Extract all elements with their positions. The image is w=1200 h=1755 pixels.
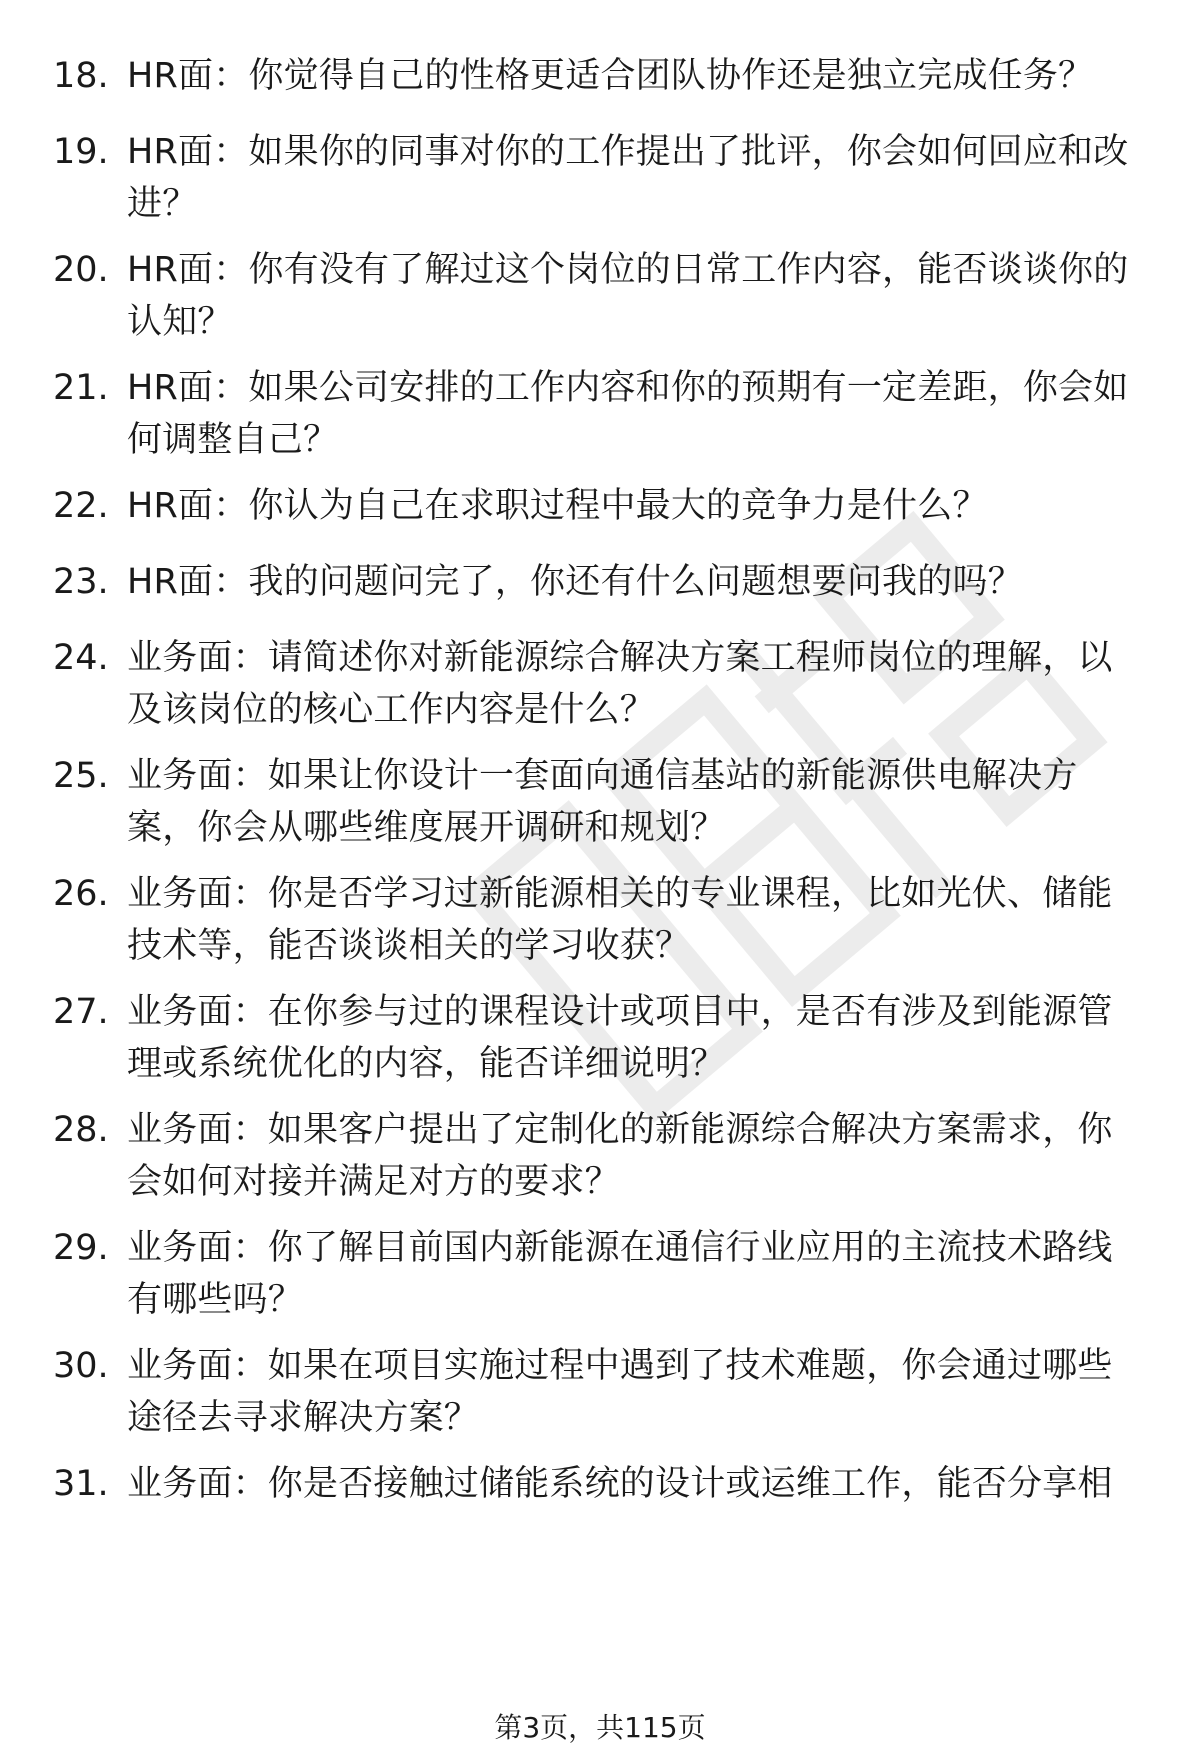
question-text bbox=[127, 128, 1157, 228]
question-number: 30. bbox=[53, 1346, 109, 1386]
question-line: 业务面：请简述你对新能源综合解决方案工程师岗位的理解，以 bbox=[127, 638, 1113, 678]
question-text bbox=[127, 364, 1157, 464]
question-line: HR面：你有没有了解过这个岗位的日常工作内容，能否谈谈你的 bbox=[127, 250, 1129, 290]
question-line: 认知？ bbox=[127, 302, 233, 342]
question-line: 业务面：你了解目前国内新能源在通信行业应用的主流技术路线 bbox=[127, 1228, 1113, 1268]
question-line: 业务面：如果客户提出了定制化的新能源综合解决方案需求，你 bbox=[127, 1110, 1113, 1150]
question-text bbox=[127, 752, 1157, 852]
question-line: 业务面：在你参与过的课程设计或项目中，是否有涉及到能源管 bbox=[127, 992, 1113, 1032]
question-text bbox=[127, 1460, 1157, 1508]
question-text bbox=[127, 558, 1157, 606]
question-text bbox=[127, 1342, 1157, 1442]
question-line: HR面：如果你的同事对你的工作提出了批评，你会如何回应和改 bbox=[127, 132, 1129, 172]
question-line: 何调整自己？ bbox=[127, 420, 339, 460]
question-text bbox=[127, 870, 1157, 970]
question-number: 31. bbox=[53, 1464, 109, 1504]
question-text bbox=[127, 1224, 1157, 1324]
question-number: 28. bbox=[53, 1110, 109, 1150]
question-number: 23. bbox=[53, 562, 109, 602]
question-text bbox=[127, 52, 1157, 100]
question-number: 21. bbox=[53, 368, 109, 408]
question-line: 案，你会从哪些维度展开调研和规划？ bbox=[127, 808, 726, 848]
question-line: 会如何对接并满足对方的要求？ bbox=[127, 1162, 620, 1202]
question-line: 途径去寻求解决方案？ bbox=[127, 1398, 480, 1438]
page-number-footer: 第3页，共115页 bbox=[494, 1711, 706, 1744]
question-text bbox=[127, 1106, 1157, 1206]
question-number: 19. bbox=[53, 132, 109, 172]
question-number: 29. bbox=[53, 1228, 109, 1268]
question-line: HR面：你认为自己在求职过程中最大的竞争力是什么？ bbox=[127, 486, 988, 526]
question-line: HR面：你觉得自己的性格更适合团队协作还是独立完成任务？ bbox=[127, 56, 1094, 96]
question-line: HR面：我的问题问完了，你还有什么问题想要问我的吗？ bbox=[127, 562, 1023, 602]
question-line: 业务面：你是否接触过储能系统的设计或运维工作，能否分享相 bbox=[127, 1464, 1113, 1504]
question-number: 20. bbox=[53, 250, 109, 290]
question-text bbox=[127, 246, 1157, 346]
question-line: 有哪些吗？ bbox=[127, 1280, 304, 1320]
question-number: 24. bbox=[53, 638, 109, 678]
question-line: HR面：如果公司安排的工作内容和你的预期有一定差距，你会如 bbox=[127, 368, 1129, 408]
question-line: 理或系统优化的内容，能否详细说明？ bbox=[127, 1044, 726, 1084]
question-line: 及该岗位的核心工作内容是什么？ bbox=[127, 690, 656, 730]
question-number: 26. bbox=[53, 874, 109, 914]
question-line: 技术等，能否谈谈相关的学习收获？ bbox=[127, 926, 691, 966]
question-number: 25. bbox=[53, 756, 109, 796]
question-number: 27. bbox=[53, 992, 109, 1032]
question-line: 业务面：如果让你设计一套面向通信基站的新能源供电解决方 bbox=[127, 756, 1078, 796]
question-text bbox=[127, 988, 1157, 1088]
question-number: 18. bbox=[53, 56, 109, 96]
question-text bbox=[127, 482, 1157, 530]
question-number: 22. bbox=[53, 486, 109, 526]
question-line: 业务面：你是否学习过新能源相关的专业课程，比如光伏、储能 bbox=[127, 874, 1113, 914]
question-line: 进？ bbox=[127, 184, 198, 224]
question-line: 业务面：如果在项目实施过程中遇到了技术难题，你会通过哪些 bbox=[127, 1346, 1113, 1386]
question-text bbox=[127, 634, 1157, 734]
